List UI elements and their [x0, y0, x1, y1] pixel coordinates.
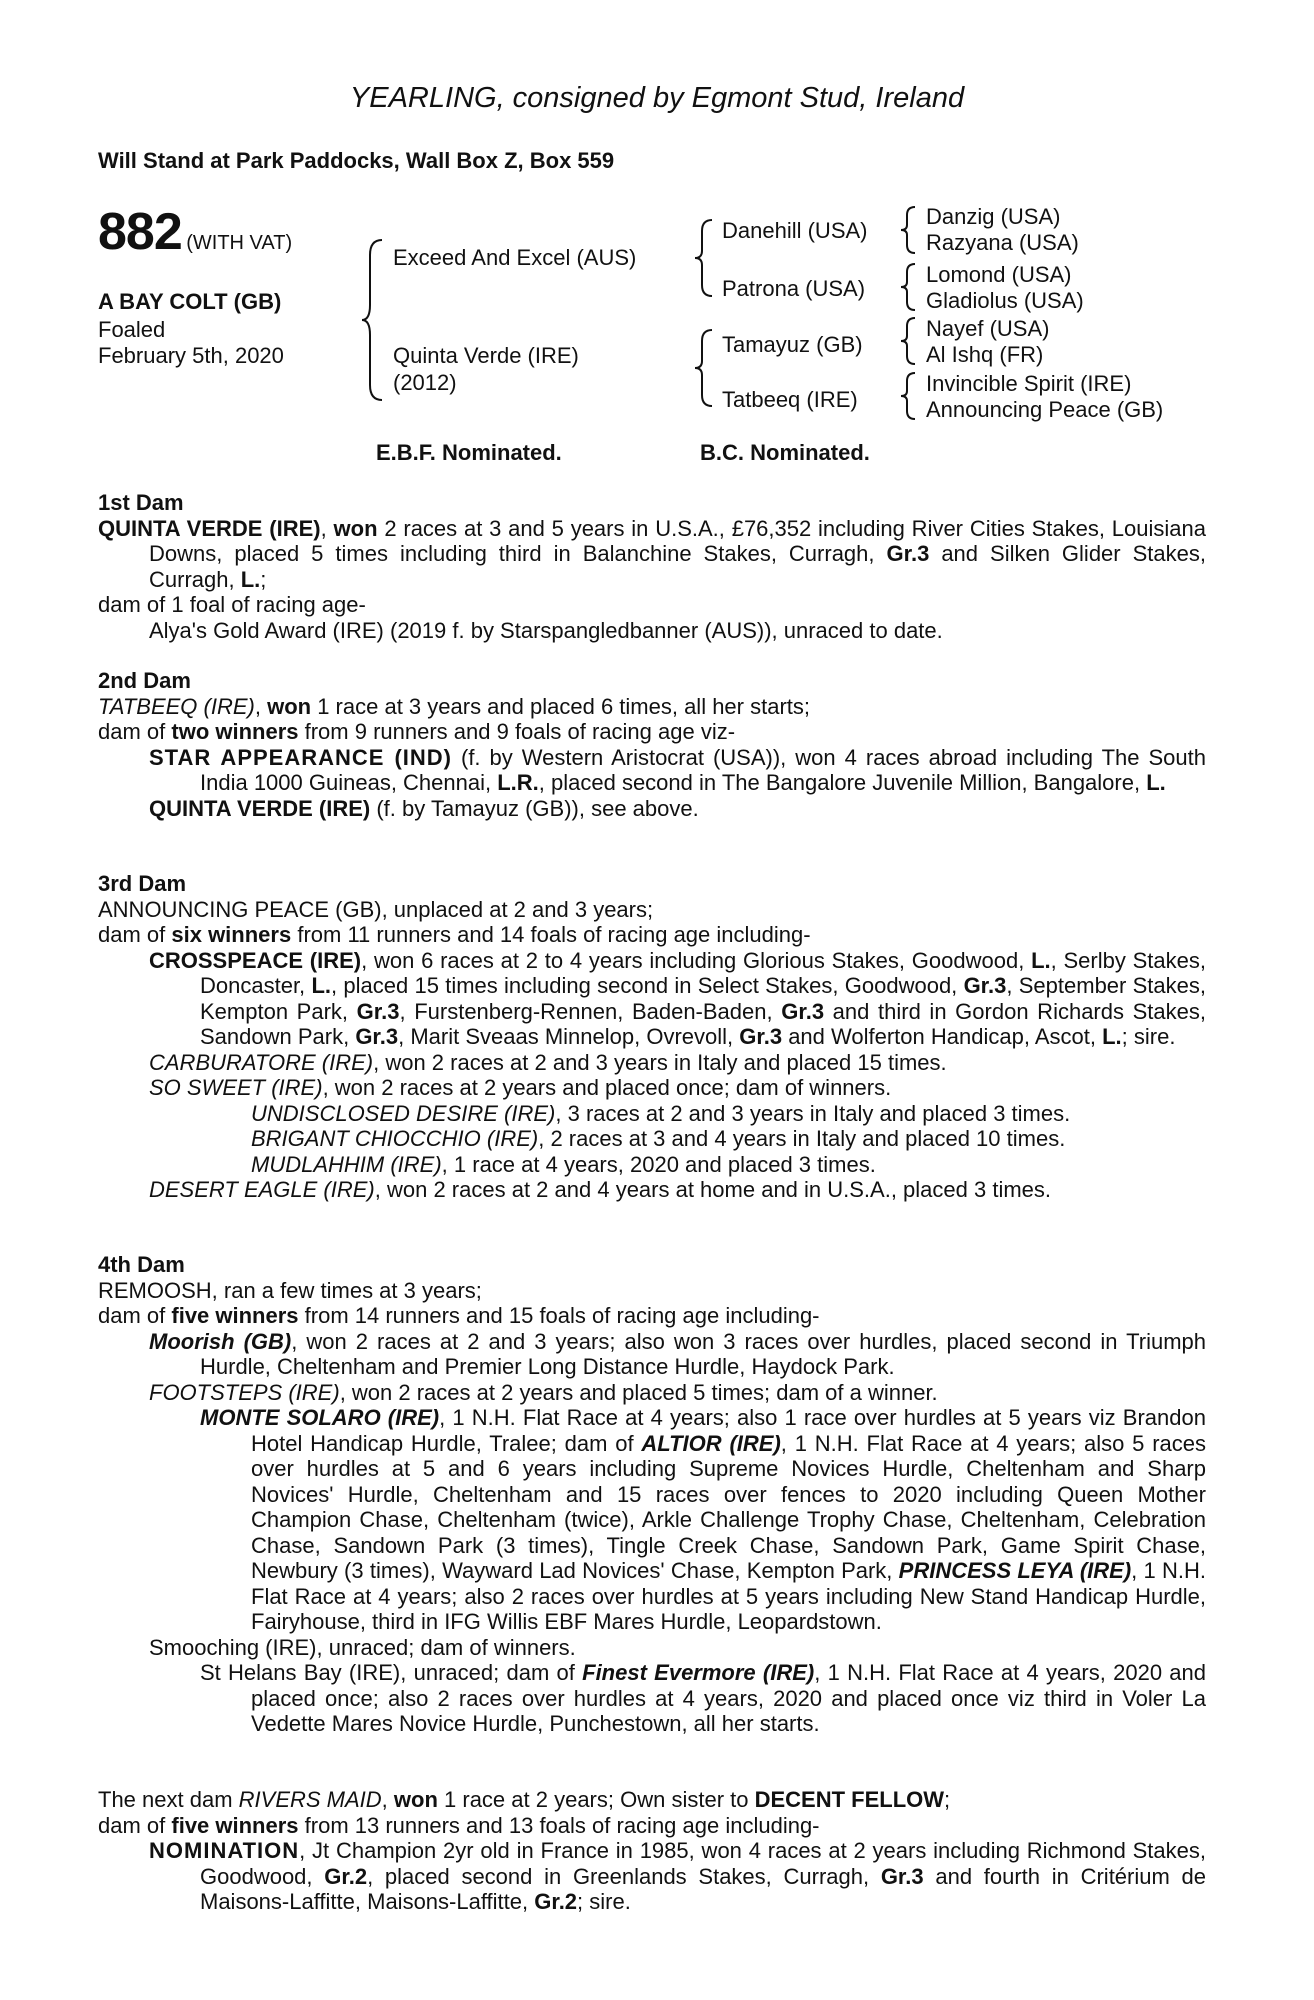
listed-label: L. — [1146, 770, 1166, 795]
progeny-text: , 1 race at 4 years, 2020 and placed 3 times. — [441, 1151, 876, 1177]
fourth-dam-record: REMOOSH, ran a few times at 3 years; — [98, 1277, 482, 1303]
progeny-quinta-verde — [98, 796, 1206, 822]
progeny-text: , placed second in The Bangalore Juvenile Million, Bangalore, — [538, 770, 1147, 795]
second-dam-damof — [98, 719, 1206, 745]
winners-count: five winners — [171, 1812, 299, 1838]
third-dam-title: 3rd Dam — [98, 871, 187, 896]
progeny-name: Finest Evermore (IRE) — [582, 1660, 815, 1685]
pedigree-brace-sd — [898, 261, 920, 313]
first-dam-name: QUINTA VERDE (IRE) — [98, 515, 321, 541]
pedigree-dam-year: (2012) — [393, 370, 457, 395]
pedigree-brace-dam — [692, 327, 718, 409]
second-dam-title: 2nd Dam — [98, 668, 191, 693]
progeny-crosspeace: CROSSPEACE (IRE), won 6 races at 2 to 4 years including Glorious Stakes, Goodwood, L., Serlby Stakes, Doncaster, L., placed 15 times including second in Select Stakes, Goodwood, Gr.3, September Stakes, Kempton Park, Gr.3, Furstenberg-Rennen, Baden-Baden, Gr.3 and third in Gordon Richards Stakes, Sandown Park, Gr.3, Marit Sveaas Minnelop, Ovrevoll, Gr.3 and Wolferton Handicap, Ascot, L.; sire. — [149, 947, 1206, 1049]
third-dam-record: ANNOUNCING PEACE (GB), unplaced at 2 and 3 years; — [98, 896, 654, 922]
stand-location: Will Stand at Park Paddocks, Wall Box Z, Box 559 — [98, 148, 615, 173]
progeny-name: FOOTSTEPS (IRE) — [149, 1379, 340, 1405]
damof-text: dam of — [98, 719, 172, 744]
progeny-text: , 3 races at 2 and 3 years in Italy and placed 3 times. — [555, 1100, 1071, 1126]
vat-note: (WITH VAT) — [186, 232, 293, 254]
sibling-name: DECENT FELLOW — [754, 1787, 945, 1812]
pedigree-ddd: Announcing Peace (GB) — [926, 397, 1164, 422]
progeny-monte-solaro: MONTE SOLARO (IRE), 1 N.H. Flat Race at 4 years; also 1 race over hurdles at 5 years viz Brandon Hotel Handicap Hurdle, Tralee; dam of ALTIOR (IRE), 1 N.H. Flat Race at 4 years; also 5 races over hurdles at 5 and 6 years including Supreme Novices Hurdle, Cheltenham and Sharp Novices' Hurdle, Cheltenham and 15 races over fences to 2020 including Queen Mother Champion Chase, Cheltenham (twice), Arkle Challenge Trophy Chase, Cheltenham, Celebration Chase, Sandown Park (3 times), Tingle Creek Chase, Sandown Park, Game Spirit Chase, Newbury (3 times), Wayward Lad Novices' Chase, Kempton Park, PRINCESS LEYA (IRE), 1 N.H. Flat Race at 4 years; also 2 races over hurdles at 5 years including New Stand Handicap Hurdle, Fairyhouse, third in IFG Willis EBF Mares Hurdle, Leopardstown. — [200, 1405, 1206, 1634]
progeny-name: SO SWEET (IRE) — [149, 1075, 323, 1100]
listed-label: L.R. — [497, 770, 539, 795]
foaled-label: Foaled — [98, 317, 166, 342]
fourth-dam-title: 4th Dam — [98, 1252, 185, 1277]
progeny-text: , won 2 races at 2 years and placed 5 times; dam of a winner. — [339, 1379, 938, 1405]
progeny-name: STAR APPEARANCE (IND) — [149, 744, 452, 770]
progeny-name: MUDLAHHIM (IRE) — [251, 1151, 442, 1177]
fourth-dam-damof — [98, 1303, 1206, 1329]
progeny-mudlahhim — [98, 1152, 1206, 1178]
second-dam-name: TATBEEQ (IRE) — [98, 693, 255, 719]
first-dam-text: ; — [260, 566, 267, 592]
third-dam-section — [98, 871, 1206, 1203]
pedigree-dam-sire: Tamayuz (GB) — [722, 332, 863, 357]
second-dam-record — [98, 694, 1206, 720]
first-dam-damof: dam of 1 foal of racing age- — [98, 592, 366, 617]
progeny-name: BRIGANT CHIOCCHIO (IRE) — [251, 1126, 539, 1151]
progeny-so-sweet — [98, 1075, 1206, 1101]
progeny-name: PRINCESS LEYA (IRE) — [898, 1558, 1132, 1583]
damof-text: from 14 runners and 15 foals of racing age including- — [298, 1303, 820, 1328]
progeny-footsteps — [98, 1380, 1206, 1406]
listed-label: L. — [240, 566, 261, 592]
progeny-name: UNDISCLOSED DESIRE (IRE) — [251, 1100, 556, 1126]
damof-text: dam of — [98, 922, 172, 947]
first-dam-text: and Silken Glider Stakes, Curragh, — [149, 541, 1206, 592]
foaled-date: February 5th, 2020 — [98, 343, 284, 368]
separator: , — [254, 693, 268, 719]
fourth-dam-section — [98, 1252, 1206, 1737]
pedigree-dsd: Al Ishq (FR) — [926, 342, 1044, 367]
winners-count: two winners — [171, 719, 299, 744]
progeny-text: (f. by Western Aristocrat (USA)), won 4 races abroad including The South India 1000 Guineas, Chennai, — [200, 744, 1206, 795]
pedigree-ssd: Razyana (USA) — [926, 230, 1079, 255]
next-dam-damof: dam of five winners from 13 runners and 13 foals of racing age including- — [98, 1812, 820, 1838]
next-dam-record: The next dam RIVERS MAID, won 1 race at 2 years; Own sister to DECENT FELLOW; — [98, 1787, 951, 1812]
pedigree-dss: Nayef (USA) — [926, 316, 1050, 341]
second-dam-text: 1 race at 3 years and placed 6 times, all her starts; — [311, 693, 811, 719]
third-dam-damof — [98, 922, 1206, 948]
next-dam-section — [98, 1787, 1206, 1915]
pedigree-dam-dam: Tatbeeq (IRE) — [722, 387, 858, 412]
pedigree-sire-dam: Patrona (USA) — [722, 276, 866, 301]
progeny-desert-eagle — [98, 1177, 1206, 1203]
bc-nominated: B.C. Nominated. — [700, 440, 870, 465]
grade-label: Gr.3 — [886, 541, 930, 566]
pedigree-brace-ds — [898, 315, 920, 367]
progeny-text: (f. by Tamayuz (GB)), see above. — [370, 795, 699, 821]
pedigree-sdd: Gladiolus (USA) — [926, 288, 1084, 313]
winners-count: six winners — [171, 922, 292, 947]
pedigree-dds: Invincible Spirit (IRE) — [926, 371, 1132, 396]
first-dam-foal: Alya's Gold Award (IRE) (2019 f. by Starspangledbanner (AUS)), unraced to date. — [149, 617, 943, 643]
damof-text: dam of — [98, 1303, 172, 1328]
lot-name: A BAY COLT (GB) — [98, 289, 282, 314]
catalogue-heading: YEARLING, consigned by Egmont Stud, Ireland — [349, 82, 965, 114]
second-dam-won: won — [267, 693, 312, 719]
winners-count: five winners — [171, 1303, 299, 1328]
progeny-name: ALTIOR (IRE) — [641, 1430, 781, 1456]
progeny-nomination: NOMINATION, Jt Champion 2yr old in France in 1985, won 4 races at 2 years including Richmond Stakes, Goodwood, Gr.2, placed second in Greenlands Stakes, Curragh, Gr.3 and fourth in Critérium de Maisons-Laffitte, Maisons-Laffitte, Gr.2; sire. — [149, 1838, 1207, 1914]
progeny-star-appearance — [98, 745, 1206, 796]
progeny-text: , won 2 races at 2 and 3 years; also won 3 races over hurdles, placed second in Triumph Hurdle, Cheltenham and Premier Long Distance Hurdle, Haydock Park. — [200, 1328, 1206, 1379]
progeny-name: Moorish (GB) — [149, 1328, 292, 1354]
lot-number: 882 — [98, 203, 182, 261]
pedigree-sire: Exceed And Excel (AUS) — [393, 245, 637, 270]
pedigree-brace-ss — [898, 204, 920, 256]
progeny-name: CROSSPEACE (IRE) — [149, 947, 362, 973]
progeny-name: DESERT EAGLE (IRE) — [149, 1177, 375, 1202]
progeny-name: CARBURATORE (IRE) — [149, 1049, 374, 1075]
progeny-moorish — [98, 1329, 1206, 1380]
progeny-st-helans-bay: St Helans Bay (IRE), unraced; dam of Finest Evermore (IRE), 1 N.H. Flat Race at 4 years, 2020 and placed once; also 2 races over hurdles at 4 years, 2020 and placed once viz third in Voler La Vedette Mares Novice Hurdle, Punchestown, all her starts. — [200, 1660, 1207, 1736]
second-dam-section — [98, 668, 1206, 821]
first-dam-won: won — [333, 515, 378, 541]
first-dam-section — [98, 490, 1206, 643]
pedigree-sire-sire: Danehill (USA) — [722, 218, 868, 243]
first-dam-title: 1st Dam — [98, 490, 184, 515]
progeny-text: , won 2 races at 2 and 3 years in Italy and placed 15 times. — [373, 1049, 947, 1075]
progeny-brigant-chiocchio — [98, 1126, 1206, 1152]
pedigree-brace-sire — [692, 217, 718, 299]
progeny-text: , won 2 races at 2 and 4 years at home and in U.S.A., placed 3 times. — [374, 1177, 1052, 1202]
progeny-carburatore — [98, 1050, 1206, 1076]
first-dam-text: 2 races at 3 and 5 years in U.S.A., £76,352 including River Cities Stakes, Louisiana Downs, placed 5 times including third in Balanchine Stakes, Curragh, — [149, 515, 1206, 566]
pedigree-brace-dd — [898, 370, 920, 422]
damof-text: from 9 runners and 9 foals of racing age viz- — [298, 719, 736, 744]
next-dam-name: RIVERS MAID — [238, 1787, 382, 1812]
progeny-undisclosed-desire — [98, 1101, 1206, 1127]
ebf-nominated: E.B.F. Nominated. — [376, 440, 562, 465]
progeny-smooching: Smooching (IRE), unraced; dam of winners. — [149, 1634, 576, 1660]
progeny-name: MONTE SOLARO (IRE) — [200, 1405, 440, 1430]
lot-number-block — [98, 202, 292, 262]
progeny-text: , 2 races at 3 and 4 years in Italy and placed 10 times. — [538, 1126, 1066, 1151]
pedigree-sds: Lomond (USA) — [926, 262, 1072, 287]
progeny-name: NOMINATION — [149, 1838, 300, 1863]
progeny-name: QUINTA VERDE (IRE) — [149, 795, 371, 821]
pedigree-sss: Danzig (USA) — [926, 204, 1061, 229]
pedigree-dam: Quinta Verde (IRE) — [393, 343, 579, 368]
first-dam-record: QUINTA VERDE (IRE), won 2 races at 3 and 5 years in U.S.A., £76,352 including River Cities Stakes, Louisiana Downs, placed 5 times including third in Balanchine Stakes, Curragh, Gr.3 and Silken Glider Stakes, Curragh, L.; — [98, 515, 1206, 592]
progeny-text: , won 2 races at 2 years and placed once; dam of winners. — [322, 1075, 892, 1100]
pedigree-brace-main — [360, 235, 390, 405]
damof-text: from 11 runners and 14 foals of racing age including- — [291, 922, 811, 947]
